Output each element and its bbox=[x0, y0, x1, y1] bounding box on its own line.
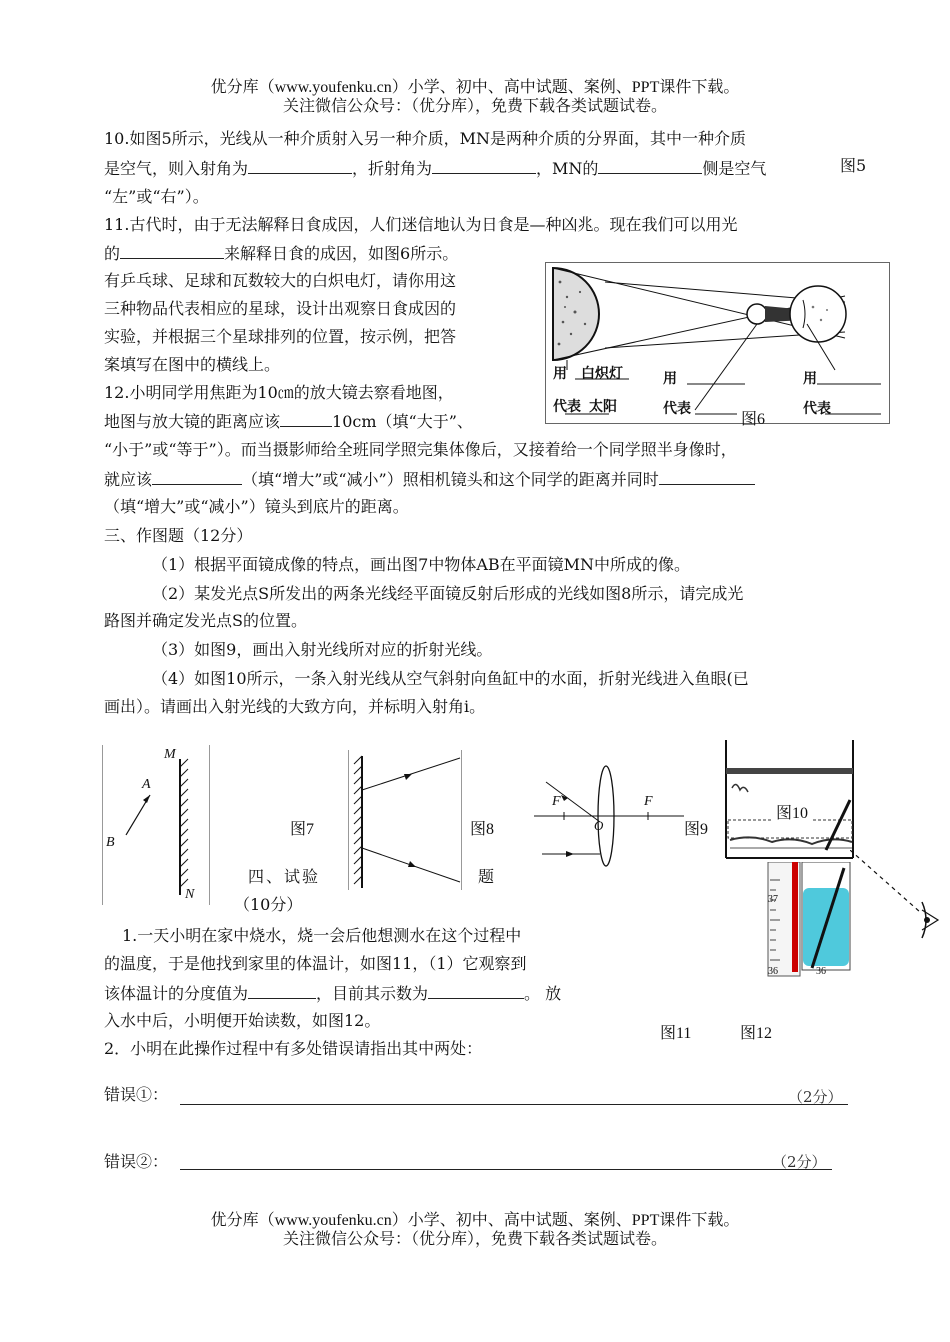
sec3-item-4a: （4）如图10所示，一条入射光线从空气斜射向鱼缸中的水面，折射光线进入鱼眼(已 bbox=[152, 669, 749, 688]
error-1-score: （2分） bbox=[788, 1088, 843, 1106]
q12-blank-distance[interactable] bbox=[280, 410, 332, 427]
footer-line-2: 关注微信公众号：（优分库），免费下载各类试题试卷。 bbox=[282, 1231, 667, 1248]
figures-11-12 bbox=[764, 862, 854, 982]
error-1-line[interactable] bbox=[180, 1104, 848, 1105]
q12-text-a: 地图与放大镜的距离应该 bbox=[104, 412, 281, 431]
fig5-caption: 图5 bbox=[840, 156, 867, 175]
figure-9 bbox=[534, 760, 684, 870]
fig6-caption: 图6 bbox=[741, 411, 766, 428]
label-f-left: F bbox=[552, 794, 561, 809]
error-2-score: （2分） bbox=[772, 1153, 827, 1171]
q11-text-a: 的 bbox=[104, 244, 121, 263]
figure-6 bbox=[545, 262, 890, 428]
figure-10 bbox=[722, 740, 858, 862]
sec3-item-2a: （2）某发光点S所发出的两条光线经平面镜反射后形成的光线如图8所示，请完成光 bbox=[152, 584, 744, 603]
fig6-use-3: 用 bbox=[803, 372, 817, 387]
fig9-caption: 图9 bbox=[684, 821, 709, 838]
q4-1-line-1: 1.一天小明在家中烧水，烧一会后他想测水在这个过程中 bbox=[122, 926, 522, 945]
mirror-diagram-7 bbox=[102, 745, 210, 907]
fig6-lamp: 白炽灯 bbox=[581, 367, 623, 382]
q11-text-b: 来解释日食的成因，如图6所示。 bbox=[224, 244, 459, 263]
fig11-caption: 图11 bbox=[660, 1025, 692, 1042]
q4-1-text-c: 。 放 bbox=[524, 984, 562, 1003]
q10-blank-refraction[interactable] bbox=[432, 157, 536, 174]
q12-text-b: 10cm（填“大于”、 bbox=[332, 412, 473, 431]
sec3-item-1: （1）根据平面镜成像的特点，画出图7中物体AB在平面镜MN中所成的像。 bbox=[152, 555, 691, 574]
label-f-right: F bbox=[644, 794, 653, 809]
q4-1-blank-division[interactable] bbox=[248, 982, 316, 999]
q12-blank-film-distance[interactable] bbox=[659, 468, 755, 485]
fig10-caption: 图10 bbox=[772, 800, 812, 823]
q12-blank-subject-distance[interactable] bbox=[152, 468, 242, 485]
q12-line-5: （填“增大”或“减小”）镜头到底片的距离。 bbox=[104, 497, 409, 516]
fig6-represent-2: 代表 bbox=[663, 402, 691, 417]
fig6-represent-1: 代表 bbox=[553, 400, 581, 415]
q11-line-6: 案填写在图中的横线上。 bbox=[104, 355, 281, 374]
fig12-caption: 图12 bbox=[740, 1025, 773, 1042]
fig6-use-2: 用 bbox=[663, 372, 677, 387]
fig6-sun: 太阳 bbox=[589, 400, 617, 415]
q12-line-3: “小于”或“等于”）。而当摄影师给全班同学照完集体像后，又接着给一个同学照半身像时， bbox=[104, 440, 737, 459]
moon-shape bbox=[747, 304, 767, 324]
tick-36: 36 bbox=[768, 966, 778, 977]
error-2-label: 错误②： bbox=[104, 1152, 169, 1171]
q11-line-2 bbox=[104, 242, 458, 265]
q10-text-b: ，折射角为 bbox=[352, 159, 433, 178]
q4-1-line-4: 入水中后，小明便开始读数，如图12。 bbox=[104, 1011, 381, 1030]
header-line-1: 优分库（www.youfenku.cn）小学、初中、高中试题、案例、PPT课件下载。 bbox=[210, 79, 740, 96]
q10-text-c: ，MN的 bbox=[536, 159, 599, 178]
q12-line-4 bbox=[104, 468, 755, 491]
fig8-caption: 图8 bbox=[470, 821, 495, 838]
q4-1-line-2: 的温度，于是他找到家里的体温计，如图11，（1）它观察到 bbox=[104, 954, 527, 973]
label-m: M bbox=[164, 747, 176, 762]
thermometer-diagram bbox=[764, 862, 854, 982]
sec3-item-4b: 画出）。请画出入射光线的大致方向，并标明入射角i。 bbox=[104, 697, 486, 716]
fig7-caption: 图7 bbox=[290, 821, 315, 838]
footer-line-1: 优分库（www.youfenku.cn）小学、初中、高中试题、案例、PPT课件下载。 bbox=[210, 1212, 740, 1229]
error-2-line[interactable] bbox=[180, 1169, 832, 1170]
q4-1-text-b: ，目前其示数为 bbox=[316, 984, 429, 1003]
fig6-use-1: 用 bbox=[553, 367, 567, 382]
label-a: A bbox=[142, 777, 151, 792]
error-1-label: 错误①： bbox=[104, 1085, 169, 1104]
q11-line-1: 11.古代时，由于无法解释日食成因，人们迷信地认为日食是—种凶兆。现在我们可以用光 bbox=[104, 215, 738, 234]
label-o: O bbox=[594, 818, 604, 833]
q10-blank-incidence[interactable] bbox=[248, 157, 352, 174]
mirror-diagram-8 bbox=[348, 750, 462, 892]
eye-diagram bbox=[850, 850, 950, 950]
label-b: B bbox=[106, 835, 115, 850]
tick-37: 37 bbox=[768, 894, 778, 905]
sec3-item-3: （3）如图9，画出入射光线所对应的折射光线。 bbox=[152, 640, 493, 659]
header-line-2: 关注微信公众号：（优分库），免费下载各类试题试卷。 bbox=[282, 98, 667, 115]
q4-1-text-a: 该体温计的分度值为 bbox=[104, 984, 249, 1003]
section-3-title: 三、作图题（12分） bbox=[104, 526, 253, 545]
q10-text-d: 侧是空气 bbox=[702, 159, 767, 178]
sec3-item-2b: 路图并确定发光点S的位置。 bbox=[104, 611, 307, 630]
tick-36-b: 36 bbox=[816, 966, 826, 977]
section-4-title-a: 四、试验 bbox=[248, 867, 321, 886]
q10-blank-side[interactable] bbox=[598, 157, 702, 174]
earth-shape bbox=[790, 286, 846, 342]
q10-line-1: 10.如图5所示，光线从一种介质射入另一种介质，MN是两种介质的分界面，其中一种介质 bbox=[104, 129, 747, 148]
figure-7 bbox=[102, 745, 210, 907]
q11-blank-light[interactable] bbox=[120, 242, 224, 259]
q11-line-3: 有乒乓球、足球和瓦数较大的白炽电灯，请你用这 bbox=[104, 271, 457, 290]
q12-line-2 bbox=[104, 410, 473, 433]
figure-8 bbox=[348, 750, 462, 892]
q10-line-2 bbox=[104, 157, 766, 180]
label-n: N bbox=[185, 887, 195, 902]
q4-1-line-3 bbox=[104, 982, 561, 1005]
q11-line-5: 实验，并根据三个星球排列的位置，按示例，把答 bbox=[104, 327, 457, 346]
q10-text-a: 是空气，则入射角为 bbox=[104, 159, 249, 178]
section-4-score: （10分） bbox=[234, 895, 303, 914]
q4-2-line-1: 2．小明在此操作过程中有多处错误请指出其中两处： bbox=[104, 1039, 483, 1058]
fig6-represent-3: 代表 bbox=[803, 402, 831, 417]
q10-line-3: “左”或“右”）。 bbox=[104, 187, 209, 206]
q4-1-blank-reading[interactable] bbox=[428, 982, 524, 999]
lens-diagram-9 bbox=[534, 760, 684, 870]
q12-text-c: 就应该 bbox=[104, 470, 153, 489]
q11-line-4: 三种物品代表相应的星球，设计出观察日食成因的 bbox=[104, 299, 457, 318]
q12-line-1: 12.小明同学用焦距为10㎝的放大镜去察看地图， bbox=[104, 383, 454, 402]
section-4-title-b: 题 bbox=[478, 867, 495, 886]
q12-text-d: （填“增大”或“减小”）照相机镜头和这个同学的距离并同时 bbox=[242, 470, 659, 489]
